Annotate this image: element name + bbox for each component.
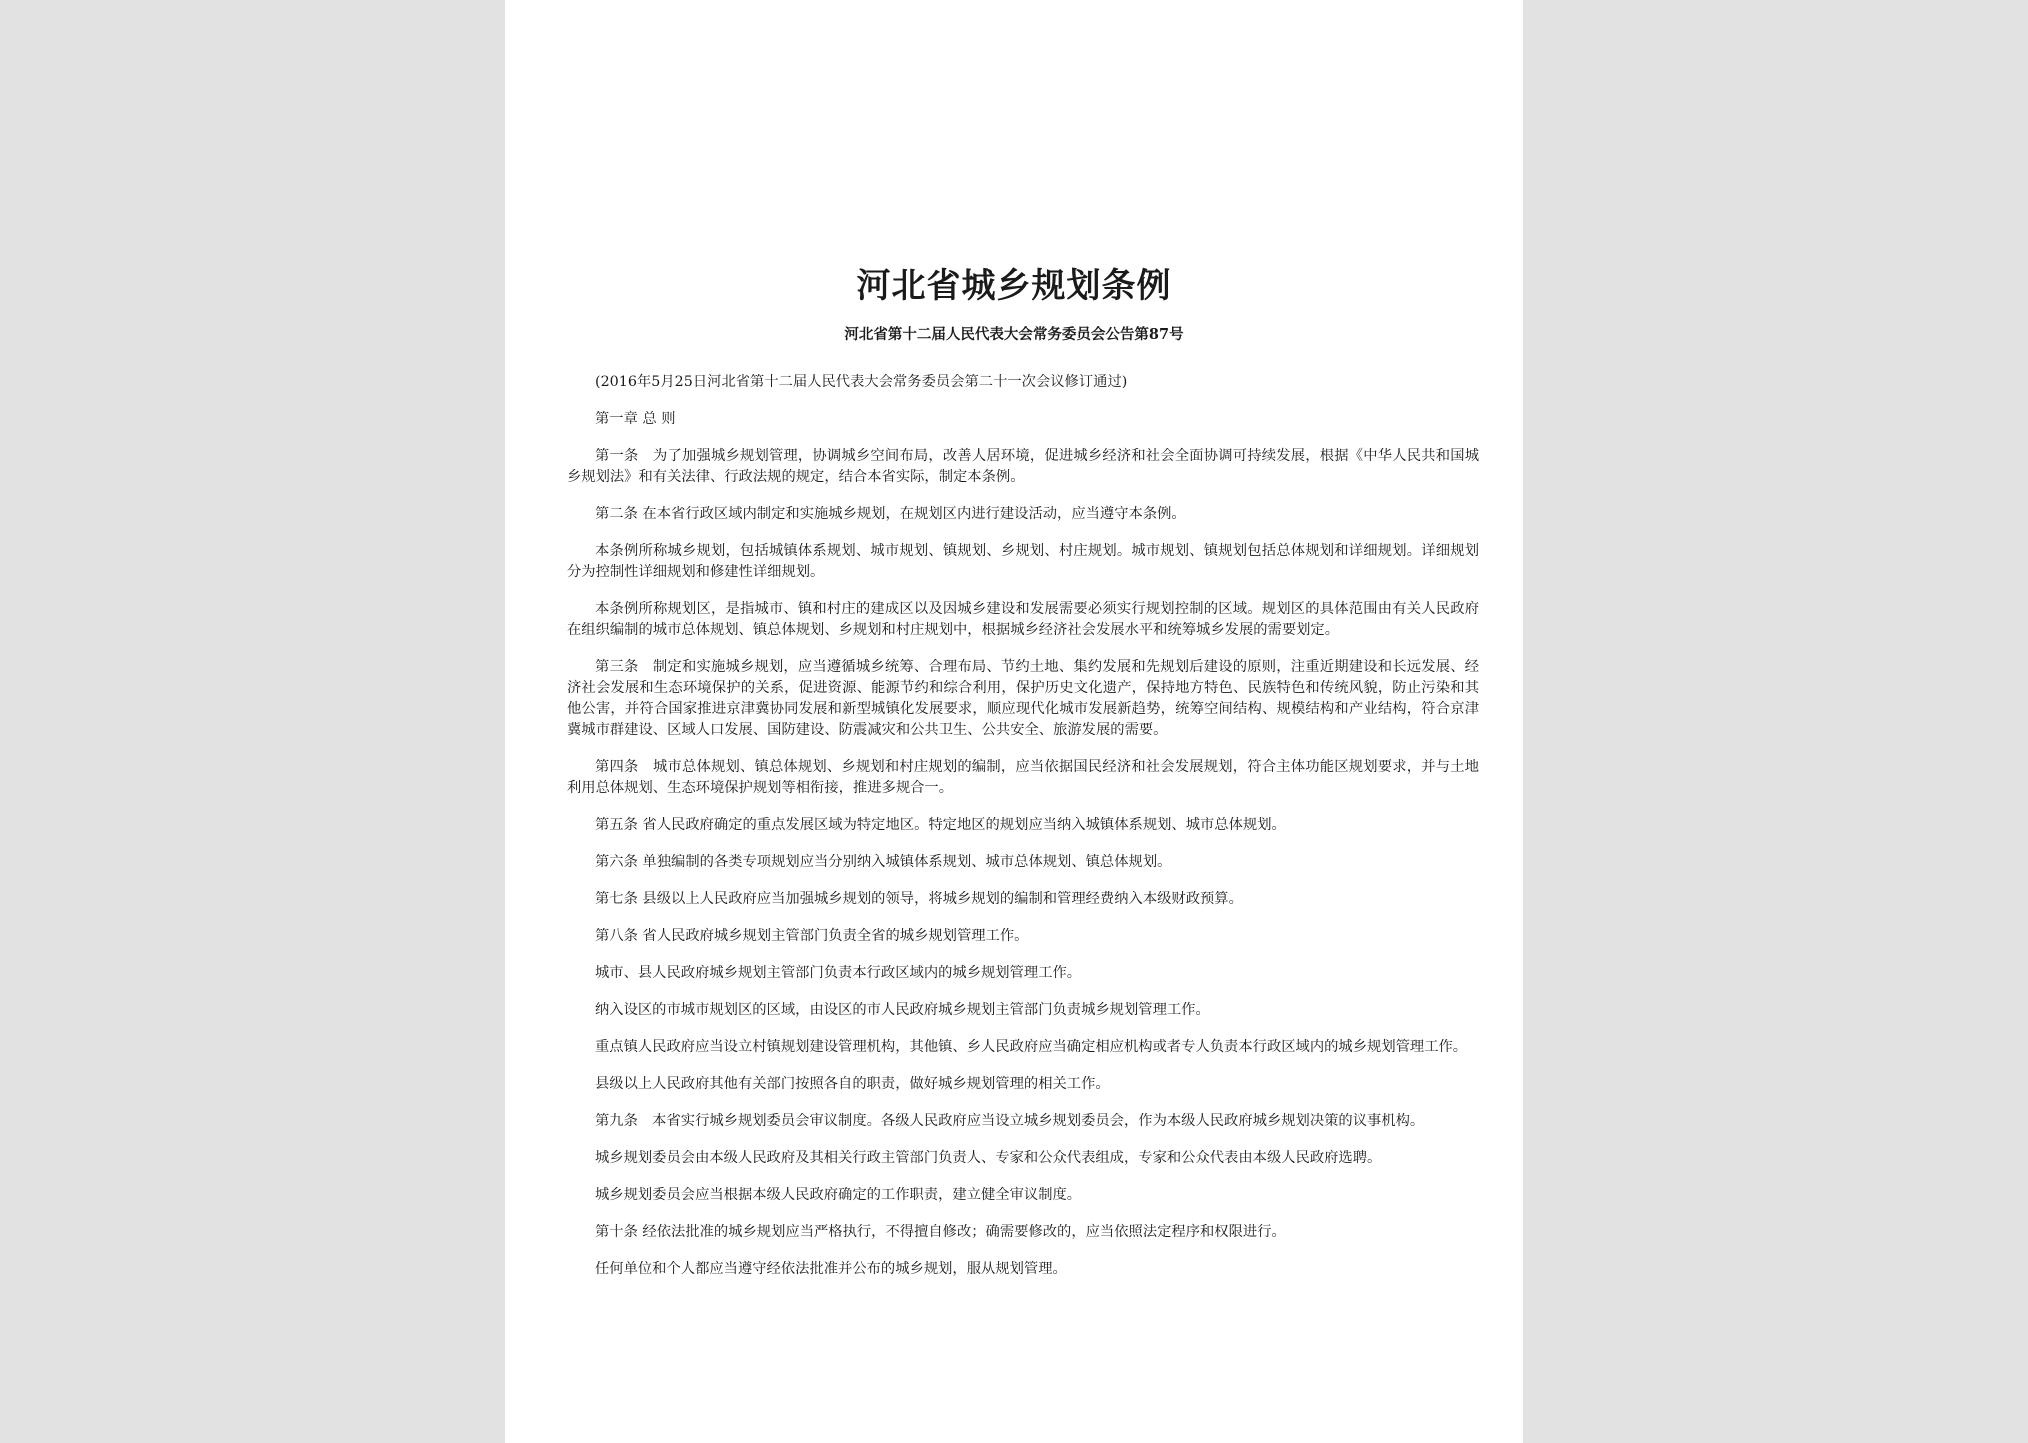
- paragraph: 县级以上人民政府其他有关部门按照各自的职责，做好城乡规划管理的相关工作。: [595, 1076, 1110, 1092]
- paragraph: (2016年5月25日河北省第十二届人民代表大会常务委员会第二十一次会议修订通过): [595, 374, 1128, 390]
- paragraph: 第十条 经依法批准的城乡规划应当严格执行，不得擅自修改；确需要修改的，应当依照法定程序和权限进行。: [595, 1224, 1286, 1240]
- paragraph: 任何单位和个人都应当遵守经依法批准并公布的城乡规划，服从规划管理。: [595, 1261, 1067, 1277]
- paragraph: 第七条 县级以上人民政府应当加强城乡规划的领导，将城乡规划的编制和管理经费纳入本级财政预算。: [595, 891, 1243, 907]
- paragraph: 纳入设区的市城市规划区的区域，由设区的市人民政府城乡规划主管部门负责城乡规划管理工作。: [595, 1002, 1210, 1018]
- paragraph: 城乡规划委员会由本级人民政府及其相关行政主管部门负责人、专家和公众代表组成，专家和公众代表由本级人民政府选聘。: [595, 1150, 1382, 1166]
- paragraph: 重点镇人民政府应当设立村镇规划建设管理机构，其他镇、乡人民政府应当确定相应机构或者专人负责本行政区域内的城乡规划管理工作。: [595, 1039, 1468, 1055]
- paragraph: 第六条 单独编制的各类专项规划应当分别纳入城镇体系规划、城市总体规划、镇总体规划。: [595, 854, 1172, 870]
- paragraph: 本条例所称城乡规划，包括城镇体系规划、城市规划、镇规划、乡规划、村庄规划。城市规划、镇规划包括总体规划和详细规划。详细规划分为控制性详细规划和修建性详细规划。: [567, 543, 1479, 580]
- paragraph: 第八条 省人民政府城乡规划主管部门负责全省的城乡规划管理工作。: [595, 928, 1029, 944]
- paragraph: 第一章 总 则: [595, 411, 676, 427]
- paragraph: 第二条 在本省行政区域内制定和实施城乡规划，在规划区内进行建设活动，应当遵守本条例。: [595, 506, 1186, 522]
- paragraph: 城市、县人民政府城乡规划主管部门负责本行政区域内的城乡规划管理工作。: [595, 965, 1082, 981]
- document-subtitle: 河北省第十二届人民代表大会常务委员会公告第87号: [844, 326, 1184, 343]
- document-title: 河北省城乡规划条例: [856, 266, 1172, 306]
- paragraph: 第三条 制定和实施城乡规划，应当遵循城乡统筹、合理布局、节约土地、集约发展和先规划后建设的原则，注重近期建设和长远发展、经济社会发展和生态环境保护的关系，促进资源、能源节约和综合利用，保护历史文化遗产，保持地方特色、民族特色和传统风貌，防止污染和其他公害，并符合国家推进京津冀协同发展和新型城镇化发展要求，顺应现代化城市发展新趋势，统筹空间结构、规模结构和产业结构，符合京津冀城市群建设、区域人口发展、国防建设、防震减灾和公共卫生、公共安全、旅游发展的需要。: [567, 659, 1479, 738]
- document-body: [567, 372, 1479, 1296]
- paragraph: 第一条 为了加强城乡规划管理，协调城乡空间布局，改善人居环境，促进城乡经济和社会全面协调可持续发展，根据《中华人民共和国城乡规划法》和有关法律、行政法规的规定，结合本省实际，制定本条例。: [567, 448, 1479, 485]
- document-page: [505, 0, 1523, 1443]
- paragraph: 第九条 本省实行城乡规划委员会审议制度。各级人民政府应当设立城乡规划委员会，作为本级人民政府城乡规划决策的议事机构。: [595, 1113, 1425, 1129]
- paragraph: 城乡规划委员会应当根据本级人民政府确定的工作职责，建立健全审议制度。: [595, 1187, 1082, 1203]
- paragraph: 本条例所称规划区，是指城市、镇和村庄的建成区以及因城乡建设和发展需要必须实行规划控制的区域。规划区的具体范围由有关人民政府在组织编制的城市总体规划、镇总体规划、乡规划和村庄规划中，根据城乡经济社会发展水平和统筹城乡发展的需要划定。: [567, 601, 1479, 638]
- paragraph: 第五条 省人民政府确定的重点发展区域为特定地区。特定地区的规划应当纳入城镇体系规划、城市总体规划。: [595, 817, 1286, 833]
- paragraph: 第四条 城市总体规划、镇总体规划、乡规划和村庄规划的编制，应当依据国民经济和社会发展规划，符合主体功能区规划要求，并与土地利用总体规划、生态环境保护规划等相衔接，推进多规合一。: [567, 759, 1479, 796]
